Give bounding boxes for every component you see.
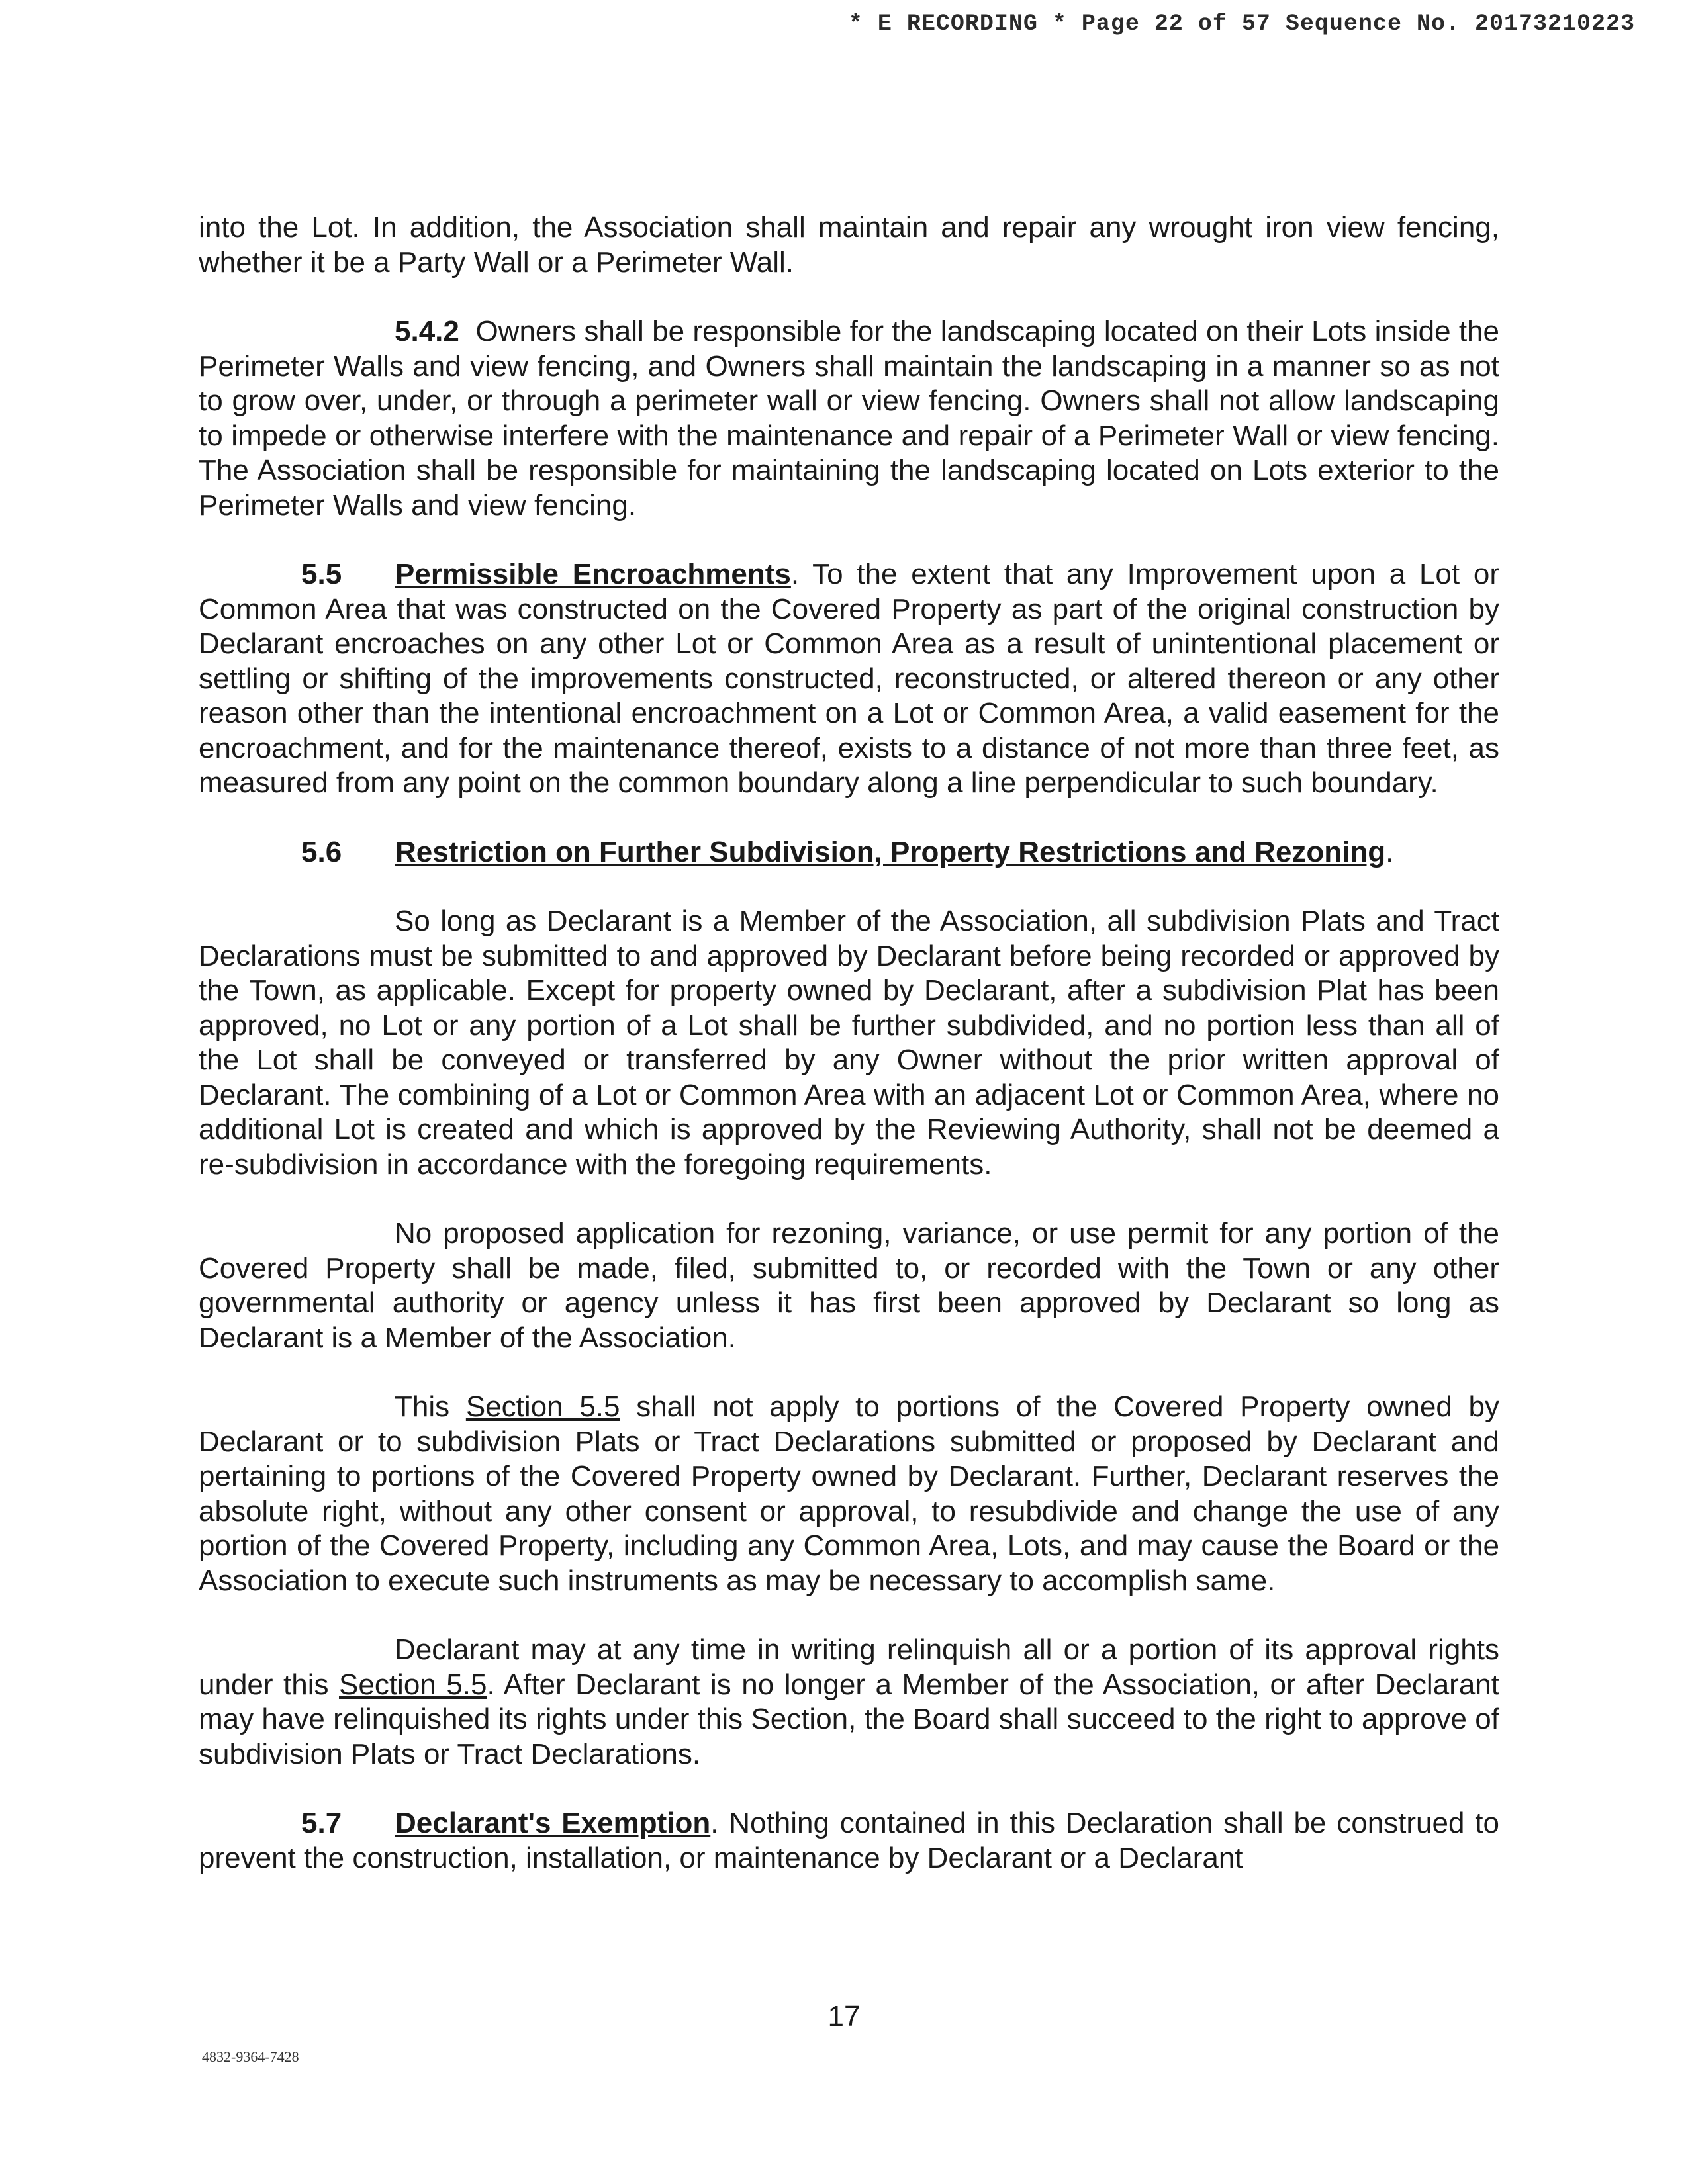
section-number: 5.5 bbox=[301, 558, 342, 590]
section-5-6-heading bbox=[199, 835, 1499, 870]
section-title: Declarant's Exemption bbox=[395, 1807, 711, 1839]
page-number: 17 bbox=[827, 2000, 861, 2032]
paragraph-5-4-2 bbox=[199, 314, 1499, 523]
section-number: 5.6 bbox=[301, 835, 342, 868]
section-reference: Section 5.5 bbox=[339, 1668, 487, 1701]
text-fragment: Declarant may at any time in writing relinquish all or a portion of its approval rights under this bbox=[199, 1633, 1499, 1701]
paragraph-subdivision: So long as Declarant is a Member of the Association, all subdivision Plats and Tract Declarations must be submitted to and approved by Declarant before being recorded or approved by the Town, as applicable. Except for property owned by Declarant, after a subdivision Plat has been approved, no Lot or any portion of a Lot shall be further subdivided, and no portion less than all of the Lot shall be conveyed or transferred by any Owner without the prior written approval of Declarant. The combining of a Lot or Common Area with an adjacent Lot or Common Area, where no additional Lot is created and which is approved by the Reviewing Authority, shall not be deemed a re-subdivision in accordance with the foregoing requirements. bbox=[199, 905, 1499, 1181]
paragraph-relinquish bbox=[199, 1633, 1499, 1772]
recording-header: * E RECORDING * Page 22 of 57 Sequence No. 20173210223 bbox=[848, 11, 1635, 37]
section-number: 5.4.2 bbox=[395, 315, 459, 347]
section-number: 5.7 bbox=[301, 1807, 342, 1839]
section-title: Permissible Encroachments bbox=[395, 558, 791, 590]
text-fragment: shall not apply to portions of the Covered Property owned by Declarant or to subdivision Plats or Tract Declarations submitted or proposed by Declarant and pertaining to portions of the Covered Property owned by Declarant. Further, Declarant reserves the absolute right, without any other consent or approval, to resubdivide and change the use of any portion of the Covered Property, including any Common Area, Lots, and may cause the Board or the Association to execute such instruments as may be necessary to accomplish same. bbox=[199, 1390, 1499, 1597]
paragraph-applicability bbox=[199, 1390, 1499, 1598]
paragraph-text: . Nothing contained in this Declaration shall be construed to prevent the construction, installation, or maintenance by Declarant or a Declarant bbox=[199, 1807, 1499, 1874]
paragraph-continuation: into the Lot. In addition, the Association shall maintain and repair any wrought iron view fencing, whether it be a Party Wall or a Perimeter Wall. bbox=[199, 211, 1499, 279]
paragraph-text: . To the extent that any Improvement upon a Lot or Common Area that was constructed on the Covered Property as part of the original construction by Declarant encroaches on any other Lot or Common Area as a result of unintentional placement or settling or shifting of the improvements constructed, reconstructed, or altered thereon or any other reason other than the intentional encroachment on a Lot or Common Area, a valid easement for the encroachment, and for the maintenance thereof, exists to a distance of not more than three feet, as measured from any point on the common boundary along a line perpendicular to such boundary. bbox=[199, 558, 1499, 799]
section-5-7 bbox=[199, 1806, 1499, 1876]
paragraph-text: Owners shall be responsible for the landscaping located on their Lots inside the Perimeter Walls and view fencing, and Owners shall maintain the landscaping in a manner so as not to grow over, under, or through a perimeter wall or view fencing. Owners shall not allow landscaping to impede or otherwise interfere with the maintenance and repair of a Perimeter Wall or view fencing. The Association shall be responsible for maintaining the landscaping located on Lots exterior to the Perimeter Walls and view fencing. bbox=[199, 315, 1499, 522]
paragraph-rezoning: No proposed application for rezoning, variance, or use permit for any portion of the Covered Property shall be made, filed, submitted to, or recorded with the Town or any other governmental authority or agency unless it has first been approved by Declarant so long as Declarant is a Member of the Association. bbox=[199, 1217, 1499, 1354]
section-reference: Section 5.5 bbox=[465, 1390, 620, 1423]
text-fragment: This bbox=[395, 1390, 466, 1423]
section-5-5 bbox=[199, 557, 1499, 801]
heading-period: . bbox=[1385, 835, 1394, 868]
document-id: 4832-9364-7428 bbox=[202, 2048, 299, 2065]
text-fragment: . After Declarant is no longer a Member of the Association, or after Declarant may have relinquished its rights under this Section, the Board shall succeed to the right to approve of subdivision Plats or Tract Declarations. bbox=[199, 1668, 1499, 1770]
section-title: Restriction on Further Subdivision, Property Restrictions and Rezoning bbox=[395, 835, 1386, 868]
document-body bbox=[199, 210, 1499, 1910]
